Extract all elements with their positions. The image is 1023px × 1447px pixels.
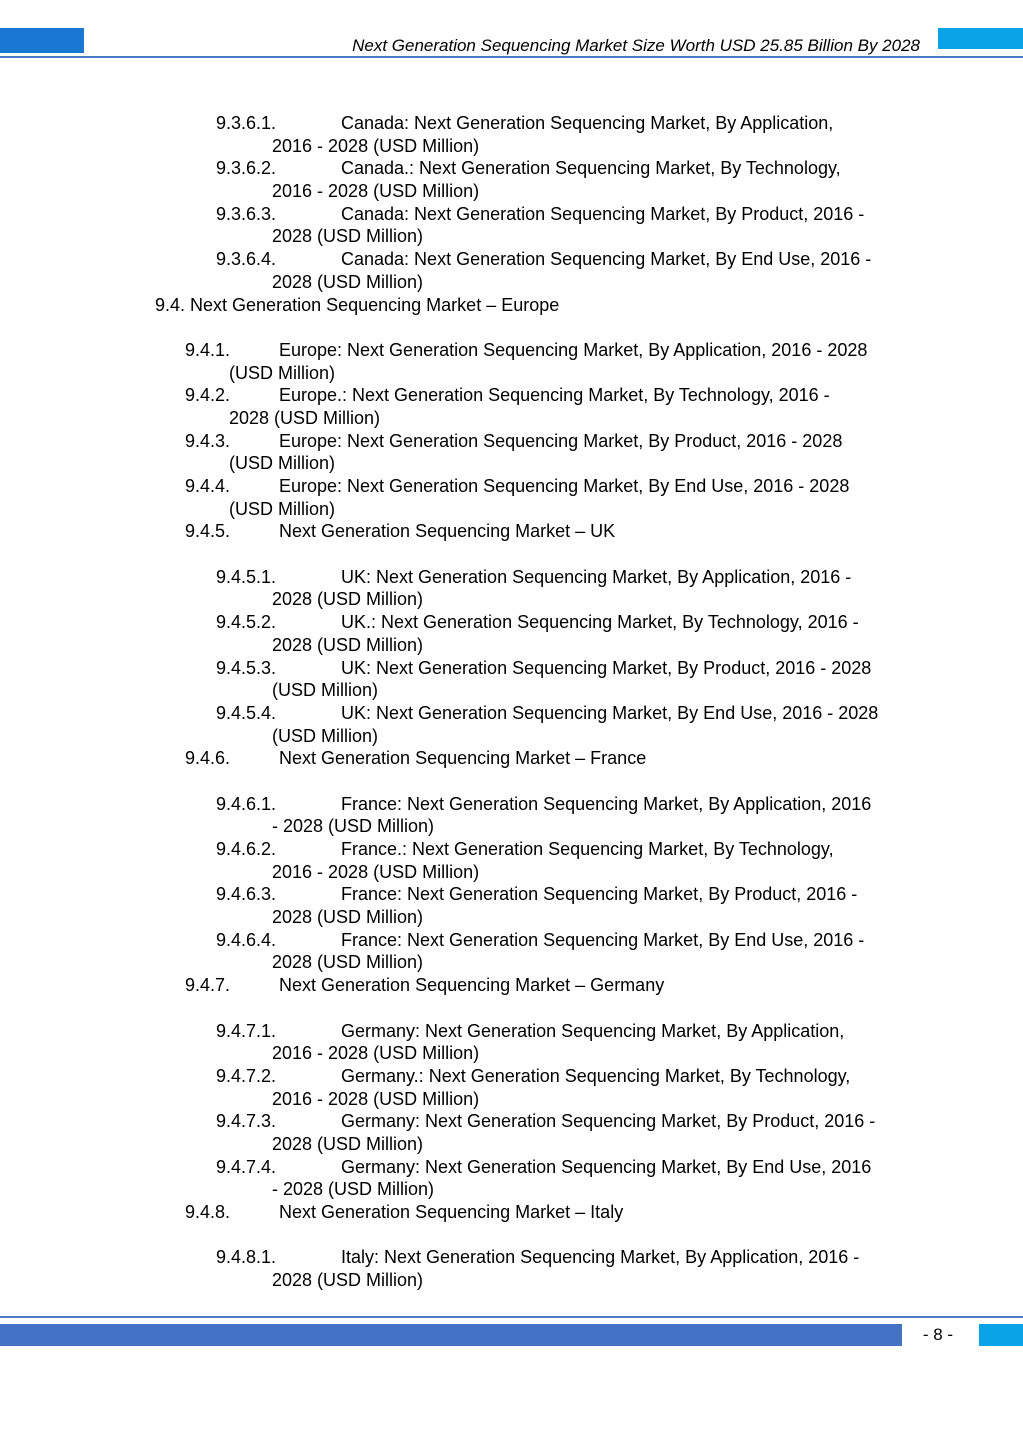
header-rule <box>0 56 1023 58</box>
toc-entry[interactable] <box>0 248 1023 293</box>
toc-entry-number: 9.4.7. <box>185 975 231 996</box>
toc-entry-title: France: Next Generation Sequencing Market, By Application, 2016 <box>341 793 872 814</box>
toc-entry-number: 9.4.1. <box>185 339 231 360</box>
toc-entry-number: 9.3.6.4. <box>216 249 277 270</box>
toc-entry-title: Next Generation Sequencing Market – Italy <box>279 1202 624 1222</box>
toc-entry-title: Next Generation Sequencing Market – UK <box>279 521 616 542</box>
toc-entry[interactable] <box>0 611 1023 656</box>
toc-entry-number: 9.4.4. <box>185 476 231 496</box>
toc-entry[interactable] <box>0 974 1023 997</box>
toc-entry-title-continued: 2028 (USD Million) <box>272 1270 424 1291</box>
toc-entry[interactable] <box>0 1065 1023 1110</box>
toc-entry[interactable] <box>0 384 1023 429</box>
toc-entry-title: Canada: Next Generation Sequencing Market, By Product, 2016 - <box>341 203 865 224</box>
toc-entry-title: Europe.: Next Generation Sequencing Market, By Technology, 2016 - <box>279 385 830 406</box>
toc-entry[interactable] <box>0 838 1023 883</box>
toc-entry-number: 9.4.8.1. <box>216 1247 277 1268</box>
toc-entry-title: Next Generation Sequencing Market – France <box>279 748 647 769</box>
toc-entry-number: 9.4.6.1. <box>216 793 277 814</box>
toc-entry-number: 9.4.5.3. <box>216 657 277 678</box>
toc-entry-title-continued: (USD Million) <box>229 453 336 474</box>
toc-entry-title: Germany: Next Generation Sequencing Market, By Product, 2016 - <box>341 1111 876 1132</box>
toc-entry-number: 9.4.6.4. <box>216 929 277 950</box>
toc-entry-title: 9.4. Next Generation Sequencing Market – Europe <box>155 294 560 315</box>
toc-spacer <box>0 1224 1023 1247</box>
toc-entry-number: 9.4.6.2. <box>216 839 277 859</box>
header-accent-left <box>0 28 84 53</box>
footer-rule <box>0 1316 1023 1318</box>
toc-entry-title-continued: 2028 (USD Million) <box>272 907 424 928</box>
toc-entry[interactable] <box>0 203 1023 248</box>
toc-entry-number: 9.4.3. <box>185 430 231 451</box>
footer-bar <box>0 1324 902 1346</box>
toc-entry-number: 9.4.2. <box>185 385 231 406</box>
toc-entry-title-continued: 2016 - 2028 (USD Million) <box>272 861 480 882</box>
toc-entry[interactable] <box>0 883 1023 928</box>
toc-entry[interactable] <box>0 475 1023 520</box>
toc-entry-title: UK: Next Generation Sequencing Market, By Product, 2016 - 2028 <box>341 657 872 678</box>
toc-entry[interactable] <box>0 1201 1023 1224</box>
toc-entry-title-continued: (USD Million) <box>272 725 379 746</box>
toc-entry-number: 9.4.7.4. <box>216 1156 277 1177</box>
toc-entry-title-continued: 2028 (USD Million) <box>272 1133 424 1154</box>
toc-entry-title-continued: 2028 (USD Million) <box>272 589 424 610</box>
page-number: - 8 - <box>922 1325 954 1344</box>
table-of-contents <box>0 112 1023 1292</box>
toc-entry-number: 9.4.5.1. <box>216 566 277 587</box>
toc-entry-title: Canada.: Next Generation Sequencing Market, By Technology, <box>341 158 841 179</box>
toc-entry-number: 9.4.8. <box>185 1202 231 1222</box>
toc-entry[interactable] <box>0 294 1023 317</box>
toc-entry-title: Italy: Next Generation Sequencing Market, By Application, 2016 - <box>341 1247 860 1268</box>
toc-entry-number: 9.4.5.2. <box>216 612 277 633</box>
toc-entry-number: 9.3.6.2. <box>216 158 277 179</box>
toc-entry-number: 9.4.5. <box>185 521 231 542</box>
header-title: Next Generation Sequencing Market Size Worth USD 25.85 Billion By 2028 <box>352 36 920 55</box>
toc-entry-title-continued: (USD Million) <box>272 680 379 701</box>
toc-entry-number: 9.3.6.1. <box>216 113 277 133</box>
toc-entry-number: 9.4.6. <box>185 748 231 769</box>
toc-entry-title: UK.: Next Generation Sequencing Market, By Technology, 2016 - <box>341 612 859 633</box>
toc-entry[interactable] <box>0 566 1023 611</box>
toc-entry-title: France.: Next Generation Sequencing Market, By Technology, <box>341 839 834 859</box>
toc-entry-title: Europe: Next Generation Sequencing Market, By Product, 2016 - 2028 <box>279 430 843 451</box>
toc-entry-title-continued: 2016 - 2028 (USD Million) <box>272 1088 480 1109</box>
toc-entry-title-continued: 2028 (USD Million) <box>272 226 424 247</box>
toc-entry-title: Germany: Next Generation Sequencing Market, By Application, <box>341 1020 845 1041</box>
toc-entry-number: 9.4.7.2. <box>216 1065 277 1086</box>
header-accent-right <box>938 28 1023 49</box>
toc-spacer <box>0 997 1023 1020</box>
toc-entry-title: Canada: Next Generation Sequencing Market, By Application, <box>341 113 834 133</box>
toc-entry[interactable] <box>0 929 1023 974</box>
toc-entry-title-continued: 2016 - 2028 (USD Million) <box>272 1043 480 1064</box>
toc-entry-number: 9.4.6.3. <box>216 884 277 905</box>
toc-entry-title: Europe: Next Generation Sequencing Market, By Application, 2016 - 2028 <box>279 339 868 360</box>
toc-entry[interactable] <box>0 1020 1023 1065</box>
toc-spacer <box>0 770 1023 793</box>
toc-entry-number: 9.4.5.4. <box>216 702 277 723</box>
toc-entry-title: UK: Next Generation Sequencing Market, By Application, 2016 - <box>341 566 852 587</box>
toc-entry-number: 9.3.6.3. <box>216 203 277 224</box>
toc-entry-title: Canada: Next Generation Sequencing Market, By End Use, 2016 - <box>341 249 872 270</box>
toc-entry-title-continued: (USD Million) <box>229 362 336 383</box>
toc-entry[interactable] <box>0 793 1023 838</box>
toc-entry[interactable] <box>0 430 1023 475</box>
toc-spacer <box>0 316 1023 339</box>
toc-entry-title: UK: Next Generation Sequencing Market, By End Use, 2016 - 2028 <box>341 702 879 723</box>
toc-entry-title-continued: - 2028 (USD Million) <box>272 1179 435 1200</box>
toc-entry[interactable] <box>0 1110 1023 1155</box>
toc-entry-title: Germany.: Next Generation Sequencing Market, By Technology, <box>341 1065 851 1086</box>
toc-entry-title-continued: - 2028 (USD Million) <box>272 816 435 837</box>
toc-entry[interactable] <box>0 112 1023 157</box>
toc-entry[interactable] <box>0 747 1023 770</box>
toc-entry[interactable] <box>0 520 1023 543</box>
toc-entry-title: Germany: Next Generation Sequencing Market, By End Use, 2016 <box>341 1156 872 1177</box>
toc-entry-title-continued: (USD Million) <box>229 498 336 519</box>
toc-entry-number: 9.4.7.3. <box>216 1111 277 1132</box>
toc-entry[interactable] <box>0 339 1023 384</box>
toc-entry[interactable] <box>0 157 1023 202</box>
toc-entry-title-continued: 2028 (USD Million) <box>272 952 424 973</box>
toc-entry-title: France: Next Generation Sequencing Market, By End Use, 2016 - <box>341 929 865 950</box>
toc-spacer <box>0 543 1023 566</box>
toc-entry-number: 9.4.7.1. <box>216 1020 277 1041</box>
toc-entry-title-continued: 2016 - 2028 (USD Million) <box>272 135 480 156</box>
toc-entry-title: France: Next Generation Sequencing Market, By Product, 2016 - <box>341 884 858 905</box>
toc-entry-title: Next Generation Sequencing Market – Germany <box>279 975 665 996</box>
toc-entry[interactable] <box>0 1246 1023 1291</box>
toc-entry[interactable] <box>0 1156 1023 1201</box>
toc-entry[interactable] <box>0 657 1023 702</box>
toc-entry-title-continued: 2028 (USD Million) <box>229 407 381 428</box>
toc-entry-title-continued: 2028 (USD Million) <box>272 271 424 292</box>
toc-entry-title-continued: 2016 - 2028 (USD Million) <box>272 181 480 202</box>
footer-accent-right <box>979 1324 1023 1346</box>
toc-entry-title-continued: 2028 (USD Million) <box>272 634 424 655</box>
toc-entry[interactable] <box>0 702 1023 747</box>
toc-entry-title: Europe: Next Generation Sequencing Market, By End Use, 2016 - 2028 <box>279 476 850 496</box>
